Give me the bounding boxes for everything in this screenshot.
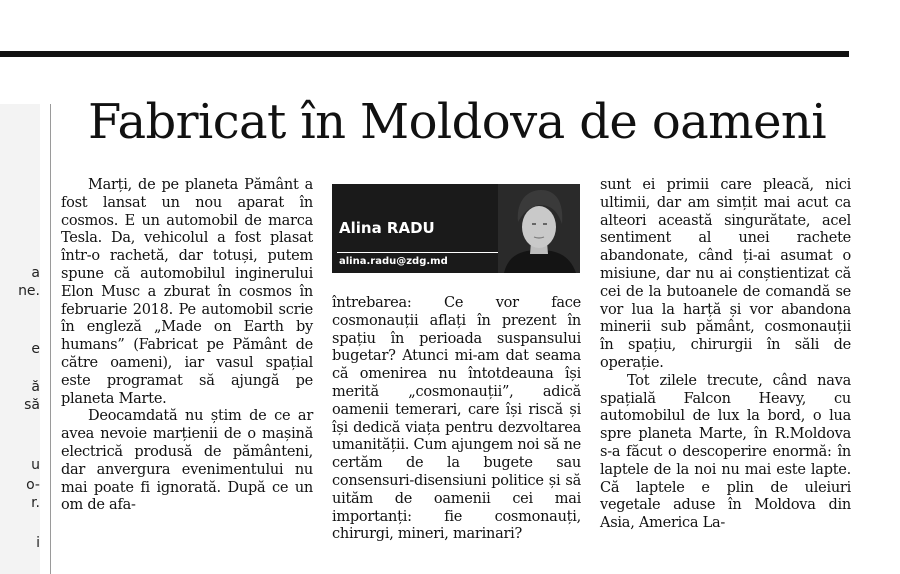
article-column-1	[61, 177, 313, 515]
paragraph: Deocamdată nu știm de ce ar avea nevoie marțienii de o mașină electrică produsă de pământeni, dar anvergura evenimentului nu mai poate fi ignorată. După ce un om de afa-	[61, 408, 313, 514]
author-name: Alina RADU	[339, 219, 435, 237]
article-column-2	[332, 295, 581, 544]
adjacent-text-fragment: r.	[31, 495, 40, 511]
adjacent-text-fragment: ne.	[18, 283, 40, 299]
adjacent-text-fragment: u	[31, 457, 40, 473]
paragraph: sunt ei primii care pleacă, nici ultimii, dar am simțit mai acut ca alteori această singurătate, acel sentiment al unei rachete abandonate, când ți-ai asumat o misiune, dar nu ai conștientizat că cei de la butoanele de comandă se vor lua la harță și vor abandona minerii sub pământ, cosmonauții în spațiu, chirurgii în săli de operație.	[600, 177, 851, 371]
article-headline: Fabricat în Moldova de oameni	[88, 94, 826, 150]
adjacent-text-fragment: e	[31, 341, 40, 357]
article-column-3	[600, 177, 851, 533]
byline-rule	[337, 252, 511, 253]
author-portrait-icon	[498, 184, 580, 273]
author-email[interactable]: alina.radu@zdg.md	[339, 256, 448, 267]
adjacent-text-fragment: să	[24, 397, 40, 413]
adjacent-text-fragment: o-	[26, 477, 40, 493]
adjacent-text-fragment: ă	[31, 379, 40, 395]
adjacent-text-fragment: a	[31, 265, 40, 281]
paragraph: Tot zilele trecute, când nava spațială Falcon Heavy, cu automobilul de lux la bord, o lua spre planeta Marte, în R.Moldova s-a făcut o descoperire enormă: în laptele de la noi nu mai este lapte. Că laptele e plin de uleiuri vegetale aduse în Moldova din Asia, America La-	[600, 372, 851, 532]
column-divider	[50, 104, 51, 574]
top-rule	[0, 51, 849, 57]
adjacent-article-strip	[0, 104, 40, 574]
author-byline-box	[332, 184, 580, 273]
paragraph: întrebarea: Ce vor face cosmonauții aflați în prezent în spațiu în perioada suspansului bugetar? Atunci mi-am dat seama că omenirea nu întotdeauna își merită „cosmonauții”, adică oamenii temerari, care își riscă și își dedică viața pentru dezvoltarea umanității. Cum ajungem noi să ne certăm de la bugete sau consensuri-disensiuni politice și să uităm de oamenii cei mai importanți: fie cosmonauți, chirurgi, mineri, marinari?	[332, 295, 582, 543]
adjacent-text-fragment: i	[36, 535, 40, 551]
paragraph: Marți, de pe planeta Pământ a fost lansat un nou aparat în cosmos. E un automobil de marca Tesla. Da, vehicolul a fost plasat într-o rachetă, dar totuși, putem spune că automobilul inginerului Elon Musc a zburat în cosmos în februarie 2018. Pe automobil scrie în engleză „Made on Earth by humans” (Fabricat pe Pământ de către oameni), iar vasul spațial este programat să ajungă pe planeta Marte.	[61, 177, 313, 407]
